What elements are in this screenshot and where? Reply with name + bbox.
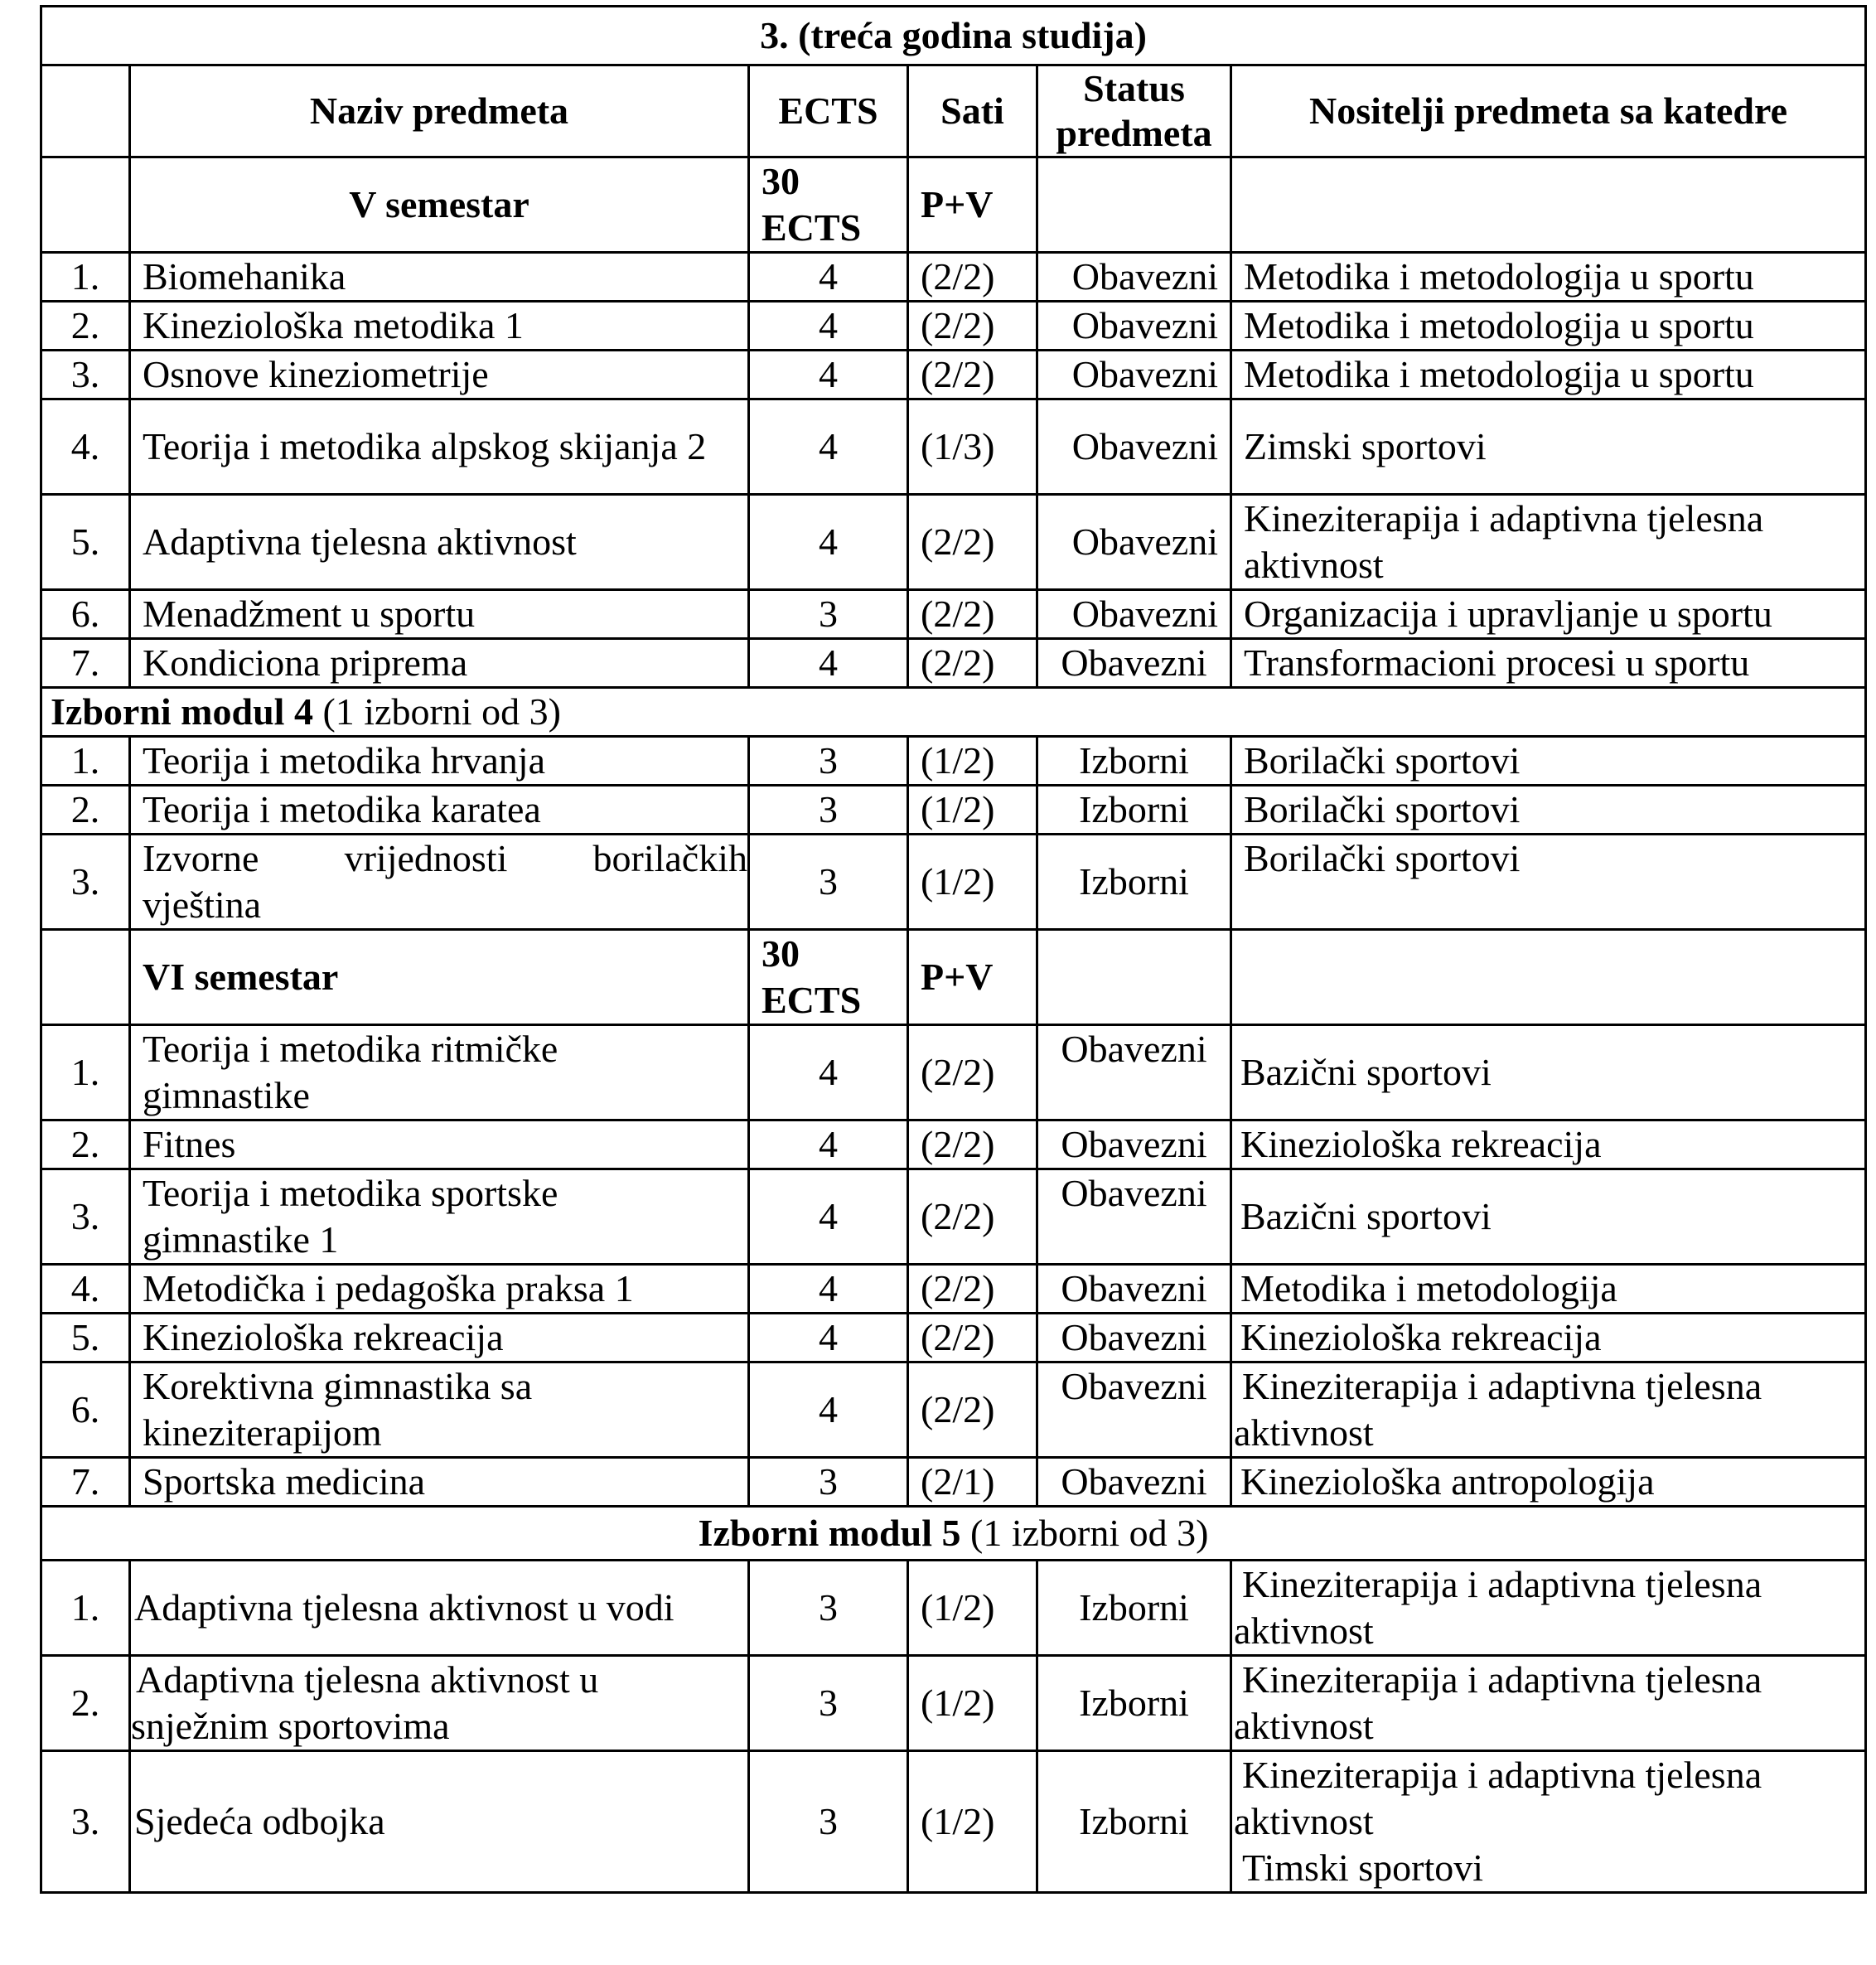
course-name <box>130 1656 749 1751</box>
course-sati: (2/2) <box>908 1265 1037 1314</box>
table-row <box>41 351 1866 399</box>
course-nositelji-line-1: Kineziterapija i adaptivna tjelesna <box>1242 1754 1762 1796</box>
module-5-label-rest: (1 izborni od 3) <box>960 1512 1209 1554</box>
course-sati: (2/2) <box>908 639 1037 688</box>
semester-5-header-row <box>41 157 1866 253</box>
course-nositelji <box>1231 1656 1866 1751</box>
table-title-row <box>41 7 1866 65</box>
course-name: Teorija i metodika alpskog skijanja 2 <box>130 399 749 495</box>
course-num: 1. <box>41 1561 130 1656</box>
course-sati: (1/2) <box>908 835 1037 930</box>
course-num: 7. <box>41 1458 130 1507</box>
course-nositelji <box>1231 1751 1866 1893</box>
header-num <box>41 65 130 157</box>
course-status: Izborni <box>1037 1751 1231 1893</box>
course-num: 4. <box>41 399 130 495</box>
course-status: Izborni <box>1037 737 1231 786</box>
table-row <box>41 399 1866 495</box>
course-name: Teorija i metodika ritmičke gimnastike <box>130 1025 749 1120</box>
course-status: Obavezni <box>1037 1458 1231 1507</box>
course-num: 3. <box>41 1751 130 1893</box>
course-ects: 3 <box>749 737 908 786</box>
course-num: 3. <box>41 835 130 930</box>
course-ects: 3 <box>749 835 908 930</box>
course-ects: 4 <box>749 351 908 399</box>
module-5-label-bold: Izborni modul 5 <box>698 1512 961 1554</box>
course-status: Obavezni <box>1037 495 1231 590</box>
semester-5-num-cell <box>41 157 130 253</box>
course-nositelji: Zimski sportovi <box>1231 399 1866 495</box>
table-row <box>41 786 1866 835</box>
course-num: 1. <box>41 737 130 786</box>
course-sati: (1/2) <box>908 1751 1037 1893</box>
course-nositelji: Kineziološka rekreacija <box>1231 1314 1866 1362</box>
course-num: 3. <box>41 351 130 399</box>
semester-6-sati: P+V <box>908 930 1037 1025</box>
course-name: Teorija i metodika karatea <box>130 786 749 835</box>
course-name-line-1 <box>143 835 747 882</box>
table-row <box>41 253 1866 302</box>
course-name: Teorija i metodika hrvanja <box>130 737 749 786</box>
course-ects: 4 <box>749 302 908 351</box>
course-nositelji: Kineziterapija i adaptivna tjelesna aktivnost <box>1231 495 1866 590</box>
course-ects: 3 <box>749 1751 908 1893</box>
semester-6-ects-num: 30 <box>762 932 800 975</box>
semester-6-nositelji-cell <box>1231 930 1866 1025</box>
course-name: Sportska medicina <box>130 1458 749 1507</box>
header-name: Naziv predmeta <box>130 65 749 157</box>
header-status: Status predmeta <box>1037 65 1231 157</box>
course-status: Obavezni <box>1037 1362 1231 1458</box>
course-status: Obavezni <box>1037 1120 1231 1169</box>
course-nositelji: Kineziološka antropologija <box>1231 1458 1866 1507</box>
course-name: Adaptivna tjelesna aktivnost u vodi <box>130 1561 749 1656</box>
course-sati: (1/3) <box>908 399 1037 495</box>
course-num: 2. <box>41 1120 130 1169</box>
table-row <box>41 737 1866 786</box>
course-ects: 4 <box>749 1169 908 1265</box>
course-status: Obavezni <box>1037 639 1231 688</box>
course-ects: 4 <box>749 1025 908 1120</box>
course-nositelji: Transformacioni procesi u sportu <box>1231 639 1866 688</box>
course-name: Biomehanika <box>130 253 749 302</box>
course-name-line-1: Adaptivna tjelesna aktivnost u <box>136 1658 599 1701</box>
course-sati: (2/2) <box>908 1362 1037 1458</box>
course-name-word: borilačkih <box>592 837 747 879</box>
course-ects: 4 <box>749 495 908 590</box>
course-nositelji: Metodika i metodologija u sportu <box>1231 351 1866 399</box>
table-row <box>41 495 1866 590</box>
table-row <box>41 1656 1866 1751</box>
table-row <box>41 1169 1866 1265</box>
course-name <box>130 835 749 930</box>
course-sati: (1/2) <box>908 786 1037 835</box>
course-name: Korektivna gimnastika sa kineziterapijom <box>130 1362 749 1458</box>
course-num: 6. <box>41 590 130 639</box>
semester-5-ects <box>749 157 908 253</box>
course-name-word: Izvorne <box>143 837 259 879</box>
course-name: Metodička i pedagoška praksa 1 <box>130 1265 749 1314</box>
semester-6-ects <box>749 930 908 1025</box>
table-row <box>41 1025 1866 1120</box>
semester-5-status-cell <box>1037 157 1231 253</box>
course-sati: (2/1) <box>908 1458 1037 1507</box>
course-sati: (2/2) <box>908 253 1037 302</box>
course-nositelji-line-1: Kineziterapija i adaptivna tjelesna <box>1242 1563 1762 1605</box>
course-ects: 3 <box>749 1561 908 1656</box>
course-ects: 3 <box>749 1656 908 1751</box>
course-name: Kondiciona priprema <box>130 639 749 688</box>
course-nositelji: Bazični sportovi <box>1231 1025 1866 1120</box>
course-ects: 4 <box>749 1120 908 1169</box>
course-status: Obavezni <box>1037 253 1231 302</box>
module-5-label <box>41 1507 1866 1561</box>
course-num: 2. <box>41 1656 130 1751</box>
course-status: Obavezni <box>1037 590 1231 639</box>
course-nositelji-line-1: Kineziterapija i adaptivna tjelesna <box>1242 1658 1762 1701</box>
course-name-word: vrijednosti <box>344 837 508 879</box>
course-nositelji: Borilački sportovi <box>1231 786 1866 835</box>
table-row <box>41 1265 1866 1314</box>
course-name: Osnove kineziometrije <box>130 351 749 399</box>
course-nositelji: Organizacija i upravljanje u sportu <box>1231 590 1866 639</box>
course-num: 1. <box>41 1025 130 1120</box>
table-row <box>41 1120 1866 1169</box>
module-4-label-rest: (1 izborni od 3) <box>312 690 561 733</box>
course-num: 4. <box>41 1265 130 1314</box>
course-ects: 4 <box>749 1265 908 1314</box>
course-status: Obavezni <box>1037 302 1231 351</box>
course-num: 2. <box>41 302 130 351</box>
course-num: 1. <box>41 253 130 302</box>
course-sati: (1/2) <box>908 1656 1037 1751</box>
table-row <box>41 1458 1866 1507</box>
course-sati: (2/2) <box>908 302 1037 351</box>
course-name: Menadžment u sportu <box>130 590 749 639</box>
semester-6-ects-unit: ECTS <box>762 979 862 1021</box>
table-row <box>41 302 1866 351</box>
header-sati: Sati <box>908 65 1037 157</box>
course-status: Obavezni <box>1037 1025 1231 1120</box>
course-nositelji-line-1: Kineziterapija i adaptivna tjelesna <box>1242 1365 1762 1407</box>
course-nositelji <box>1231 1561 1866 1656</box>
course-nositelji: Bazični sportovi <box>1231 1169 1866 1265</box>
course-status: Obavezni <box>1037 1265 1231 1314</box>
module-4-label <box>41 688 1866 737</box>
header-nositelji: Nositelji predmeta sa katedre <box>1231 65 1866 157</box>
course-sati: (1/2) <box>908 1561 1037 1656</box>
course-nositelji: Metodika i metodologija u sportu <box>1231 302 1866 351</box>
semester-5-sati: P+V <box>908 157 1037 253</box>
course-num: 5. <box>41 495 130 590</box>
semester-5-ects-num: 30 <box>762 160 800 202</box>
course-name-line-2: vještina <box>143 883 262 926</box>
semester-5-nositelji-cell <box>1231 157 1866 253</box>
course-sati: (2/2) <box>908 590 1037 639</box>
course-sati: (2/2) <box>908 1169 1037 1265</box>
table-row <box>41 1561 1866 1656</box>
course-num: 2. <box>41 786 130 835</box>
course-nositelji-line-2: aktivnost <box>1234 1609 1374 1652</box>
course-num: 7. <box>41 639 130 688</box>
course-name: Kineziološka rekreacija <box>130 1314 749 1362</box>
course-nositelji: Kineziološka rekreacija <box>1231 1120 1866 1169</box>
course-ects: 3 <box>749 786 908 835</box>
header-ects: ECTS <box>749 65 908 157</box>
course-ects: 4 <box>749 1314 908 1362</box>
module-5-header-row <box>41 1507 1866 1561</box>
table-row <box>41 835 1866 930</box>
course-ects: 3 <box>749 590 908 639</box>
course-status: Obavezni <box>1037 1169 1231 1265</box>
course-sati: (2/2) <box>908 495 1037 590</box>
course-nositelji: Metodika i metodologija <box>1231 1265 1866 1314</box>
table-row <box>41 590 1866 639</box>
course-status: Izborni <box>1037 835 1231 930</box>
course-name: Sjedeća odbojka <box>130 1751 749 1893</box>
course-name: Kineziološka metodika 1 <box>130 302 749 351</box>
course-nositelji-line-3: Timski sportovi <box>1242 1846 1484 1889</box>
semester-6-label: VI semestar <box>130 930 749 1025</box>
table-row <box>41 1362 1866 1458</box>
course-status: Izborni <box>1037 1656 1231 1751</box>
course-sati: (1/2) <box>908 737 1037 786</box>
course-nositelji: Borilački sportovi <box>1231 835 1866 930</box>
course-ects: 4 <box>749 639 908 688</box>
course-ects: 4 <box>749 1362 908 1458</box>
course-ects: 4 <box>749 253 908 302</box>
module-4-label-bold: Izborni modul 4 <box>51 690 313 733</box>
course-ects: 3 <box>749 1458 908 1507</box>
course-status: Izborni <box>1037 1561 1231 1656</box>
course-nositelji-line-2: aktivnost <box>1234 1705 1374 1747</box>
course-nositelji-line-2: aktivnost <box>1234 1800 1374 1842</box>
course-name: Teorija i metodika sportske gimnastike 1 <box>130 1169 749 1265</box>
column-header-row <box>41 65 1866 157</box>
semester-5-label: V semestar <box>130 157 749 253</box>
course-sati: (2/2) <box>908 1314 1037 1362</box>
course-status: Obavezni <box>1037 1314 1231 1362</box>
course-ects: 4 <box>749 399 908 495</box>
course-name: Adaptivna tjelesna aktivnost <box>130 495 749 590</box>
course-name-line-2: snježnim sportovima <box>131 1705 450 1747</box>
module-4-header-row <box>41 688 1866 737</box>
curriculum-table <box>40 5 1867 1894</box>
course-nositelji: Metodika i metodologija u sportu <box>1231 253 1866 302</box>
course-num: 5. <box>41 1314 130 1362</box>
course-status: Obavezni <box>1037 399 1231 495</box>
course-nositelji <box>1231 1362 1866 1458</box>
course-status: Obavezni <box>1037 351 1231 399</box>
semester-5-ects-unit: ECTS <box>762 206 862 249</box>
semester-6-num-cell <box>41 930 130 1025</box>
course-nositelji-line-2: aktivnost <box>1234 1411 1374 1454</box>
semester-6-status-cell <box>1037 930 1231 1025</box>
table-title: 3. (treća godina studija) <box>41 7 1866 65</box>
semester-6-header-row <box>41 930 1866 1025</box>
course-status: Izborni <box>1037 786 1231 835</box>
course-num: 3. <box>41 1169 130 1265</box>
course-sati: (2/2) <box>908 1025 1037 1120</box>
course-num: 6. <box>41 1362 130 1458</box>
course-name: Fitnes <box>130 1120 749 1169</box>
table-row <box>41 1751 1866 1893</box>
course-nositelji: Borilački sportovi <box>1231 737 1866 786</box>
table-row <box>41 639 1866 688</box>
table-row <box>41 1314 1866 1362</box>
course-sati: (2/2) <box>908 351 1037 399</box>
course-sati: (2/2) <box>908 1120 1037 1169</box>
